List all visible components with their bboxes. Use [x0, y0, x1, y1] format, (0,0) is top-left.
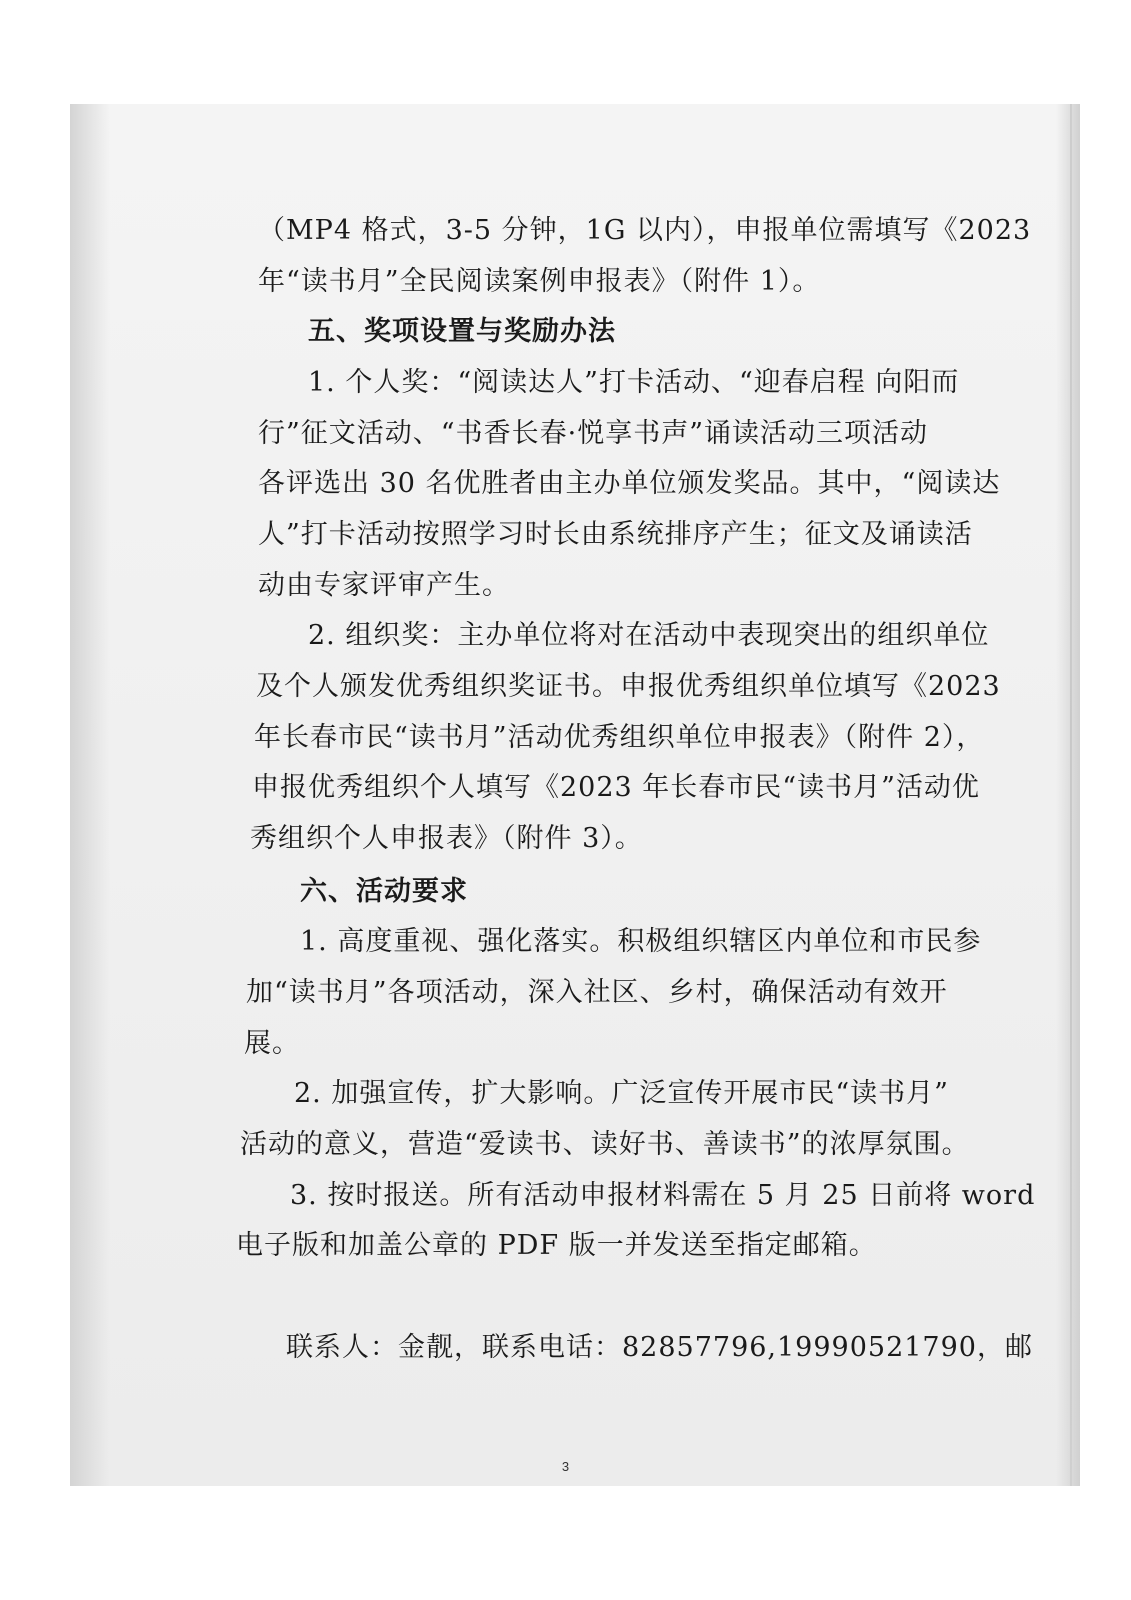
section-heading-awards: 五、奖项设置与奖励办法 [308, 316, 616, 347]
text-line: 年“读书月”全民阅读案例申报表》（附件 1）。 [258, 266, 821, 297]
text-line: 2. 组织奖：主办单位将对在活动中表现突出的组织单位 [308, 620, 990, 651]
text-line: 各评选出 30 名优胜者由主办单位颁发奖品。其中，“阅读达 [258, 468, 1001, 499]
text-line: 2. 加强宣传，扩大影响。广泛宣传开展市民“读书月” [294, 1078, 949, 1109]
text-line: 及个人颁发优秀组织奖证书。申报优秀组织单位填写《2023 [256, 671, 1001, 702]
text-line: 1. 高度重视、强化落实。积极组织辖区内单位和市民参 [300, 926, 982, 957]
text-line: 行”征文活动、“书香长春·悦享书声”诵读活动三项活动 [258, 418, 928, 449]
text-line: 动由专家评审产生。 [258, 570, 510, 601]
text-line: 电子版和加盖公章的 PDF 版一并发送至指定邮箱。 [236, 1230, 877, 1261]
page-number: 3 [561, 1459, 570, 1474]
text-line: 申报优秀组织个人填写《2023 年长春市民“读书月”活动优 [252, 772, 980, 803]
text-line: 活动的意义，营造“爱读书、读好书、善读书”的浓厚氛围。 [240, 1129, 970, 1160]
text-line: 展。 [244, 1028, 300, 1059]
text-line: 秀组织个人申报表》（附件 3）。 [250, 823, 643, 854]
text-line: （MP4 格式，3-5 分钟，1G 以内），申报单位需填写《2023 [258, 215, 1032, 246]
text-line: 1. 个人奖：“阅读达人”打卡活动、“迎春启程 向阳而 [308, 367, 960, 398]
text-line: 人”打卡活动按照学习时长由系统排序产生；征文及诵读活 [258, 519, 973, 550]
contact-line: 联系人：金靓，联系电话：82857796,19990521790，邮 [286, 1332, 1033, 1363]
text-line: 加“读书月”各项活动，深入社区、乡村，确保活动有效开 [246, 977, 948, 1008]
section-heading-requirements: 六、活动要求 [300, 876, 468, 907]
text-line: 年长春市民“读书月”活动优秀组织单位申报表》（附件 2）， [254, 722, 985, 753]
page-edge-shadow [1070, 104, 1072, 1486]
text-line: 3. 按时报送。所有活动申报材料需在 5 月 25 日前将 word [290, 1180, 1036, 1211]
